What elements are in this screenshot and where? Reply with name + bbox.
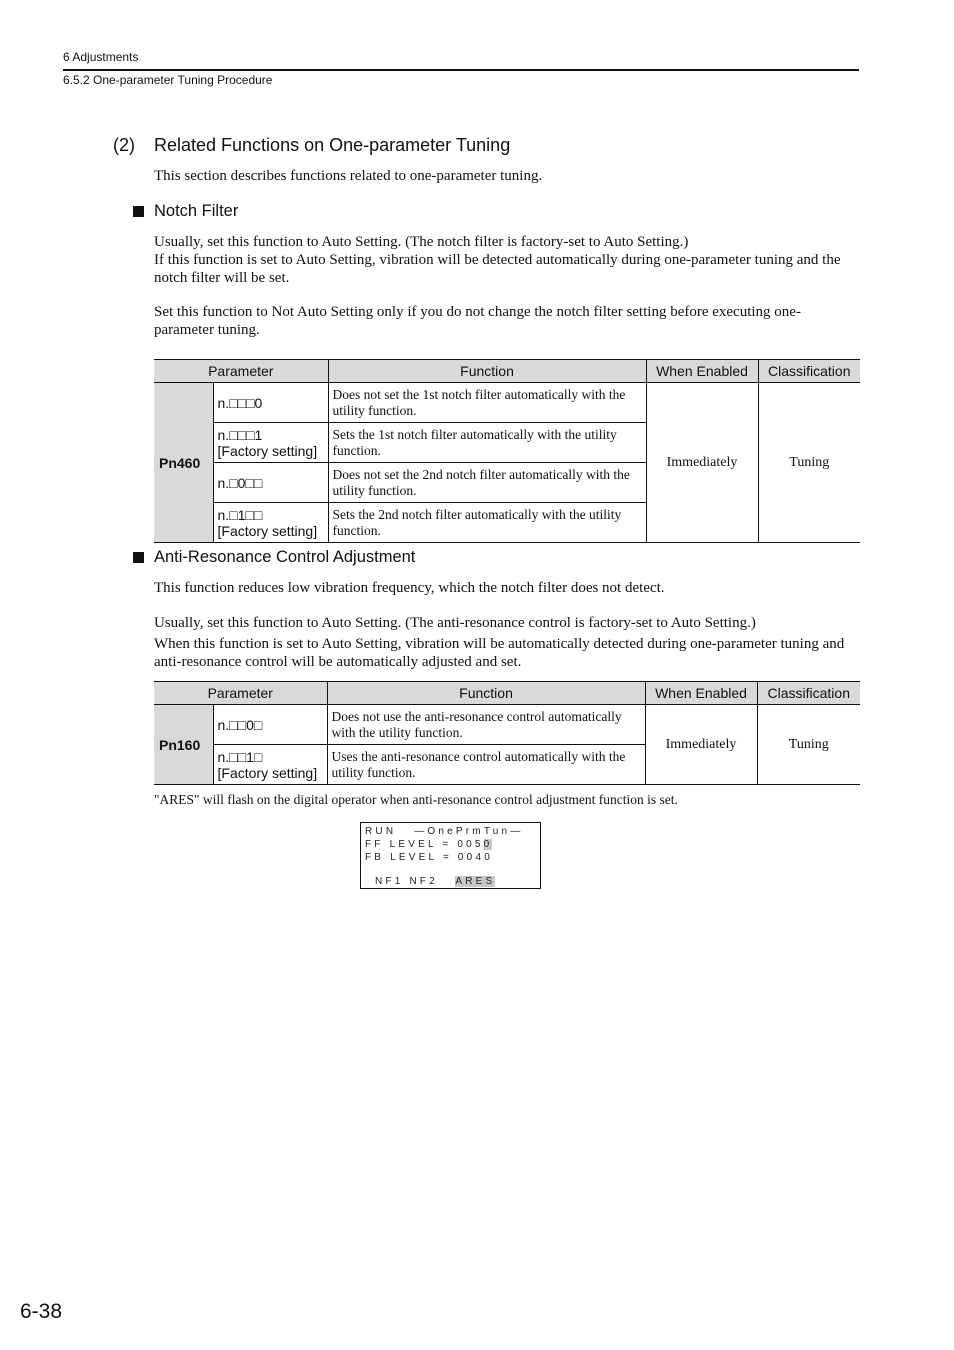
display-status: RUN — [365, 826, 397, 837]
param-number: Pn160 — [154, 705, 213, 785]
setting-value: n.□□0□ — [217, 716, 263, 733]
section-title: Related Functions on One-parameter Tuning — [154, 135, 511, 155]
antires-para2-line1: Usually, set this function to Auto Setting. (The anti-resonance control is factory-set to Auto Setting.) — [154, 615, 756, 631]
header-function: Function — [327, 682, 645, 705]
classification-cell: Tuning — [758, 383, 860, 543]
antires-heading — [133, 548, 415, 567]
header-parameter: Parameter — [154, 360, 328, 383]
header-rule — [63, 69, 859, 71]
setting-value: n.□□1□ — [217, 748, 263, 765]
display-line-4 — [375, 876, 495, 888]
header-function: Function — [328, 360, 646, 383]
display-ff-level: FF LEVEL = 005 — [365, 839, 484, 850]
notch-paragraph-1 — [154, 233, 860, 287]
setting-value: n.□□□0 — [217, 394, 263, 411]
bullet-square-icon — [133, 206, 144, 217]
function-cell: Uses the anti-resonance control automatically with the utility function. — [327, 745, 645, 785]
when-enabled-cell: Immediately — [645, 705, 757, 785]
display-notch-flags: NF1 NF2 — [375, 876, 438, 887]
display-line-1 — [365, 826, 524, 838]
setting-value: n.□0□□ — [217, 474, 263, 491]
antires-table — [154, 681, 860, 785]
setting-cell — [213, 705, 327, 745]
notch-para1-line2: If this function is set to Auto Setting, vibration will be detected automatically during one-parameter tuning and the notch filter will be set. — [154, 252, 841, 286]
section-heading — [113, 135, 510, 156]
antires-title: Anti-Resonance Control Adjustment — [154, 548, 416, 566]
function-cell: Sets the 1st notch filter automatically with the utility function. — [328, 423, 646, 463]
notch-filter-table — [154, 359, 860, 543]
notch-paragraph-2: Set this function to Not Auto Setting only if you do not change the notch filter setting before executing one-parameter tuning. — [154, 304, 801, 338]
setting-cell — [213, 745, 327, 785]
display-mode-title: —OnePrmTun— — [414, 826, 524, 837]
factory-setting-label: [Factory setting] — [217, 764, 318, 781]
notch-para1-line1: Usually, set this function to Auto Setting. (The notch filter is factory-set to Auto Setting.) — [154, 234, 689, 250]
ares-note: "ARES" will flash on the digital operator when anti-resonance control adjustment function is set. — [154, 792, 678, 807]
when-enabled-cell: Immediately — [646, 383, 758, 543]
display-line-3: FB LEVEL = 0040 — [365, 852, 493, 863]
factory-setting-label: [Factory setting] — [217, 442, 318, 459]
display-line-2 — [365, 839, 492, 851]
intro-text: This section describes functions related to one-parameter tuning. — [154, 168, 543, 184]
display-cursor-digit: 0 — [483, 839, 493, 850]
header-when-enabled: When Enabled — [645, 682, 757, 705]
setting-cell — [213, 423, 328, 463]
table-row — [154, 383, 860, 423]
function-cell: Does not use the anti-resonance control automatically with the utility function. — [327, 705, 645, 745]
setting-value: n.□1□□ — [217, 506, 263, 523]
classification-cell: Tuning — [757, 705, 860, 785]
header-when-enabled: When Enabled — [646, 360, 758, 383]
header-parameter: Parameter — [154, 682, 327, 705]
running-header-section: 6.5.2 One-parameter Tuning Procedure — [63, 73, 273, 87]
table-row — [154, 705, 860, 745]
header-classification: Classification — [758, 360, 860, 383]
header-classification: Classification — [757, 682, 860, 705]
function-cell: Does not set the 2nd notch filter automatically with the utility function. — [328, 463, 646, 503]
antires-paragraph-2 — [154, 614, 860, 671]
notch-filter-heading — [133, 202, 238, 221]
function-cell: Sets the 2nd notch filter automatically with the utility function. — [328, 503, 646, 543]
display-ares-flag: ARES — [455, 876, 496, 887]
setting-cell — [213, 463, 328, 503]
notch-filter-title: Notch Filter — [154, 202, 239, 220]
bullet-square-icon — [133, 552, 144, 563]
antires-paragraph-1: This function reduces low vibration frequency, which the notch filter does not detect. — [154, 580, 665, 596]
setting-value: n.□□□1 — [217, 426, 263, 443]
factory-setting-label: [Factory setting] — [217, 522, 318, 539]
table-header-row — [154, 360, 860, 383]
table-header-row — [154, 682, 860, 705]
section-number: (2) — [113, 135, 135, 155]
running-header-chapter: 6 Adjustments — [63, 50, 139, 64]
param-number: Pn460 — [154, 383, 213, 543]
digital-operator-display — [360, 822, 541, 889]
setting-cell — [213, 503, 328, 543]
page-number: 6-38 — [20, 1300, 63, 1323]
setting-cell — [213, 383, 328, 423]
antires-para2-line2: When this function is set to Auto Setting, vibration will be automatically detected during one-parameter tuning and anti-resonance control will be automatically adjusted and set. — [154, 636, 845, 670]
function-cell: Does not set the 1st notch filter automatically with the utility function. — [328, 383, 646, 423]
